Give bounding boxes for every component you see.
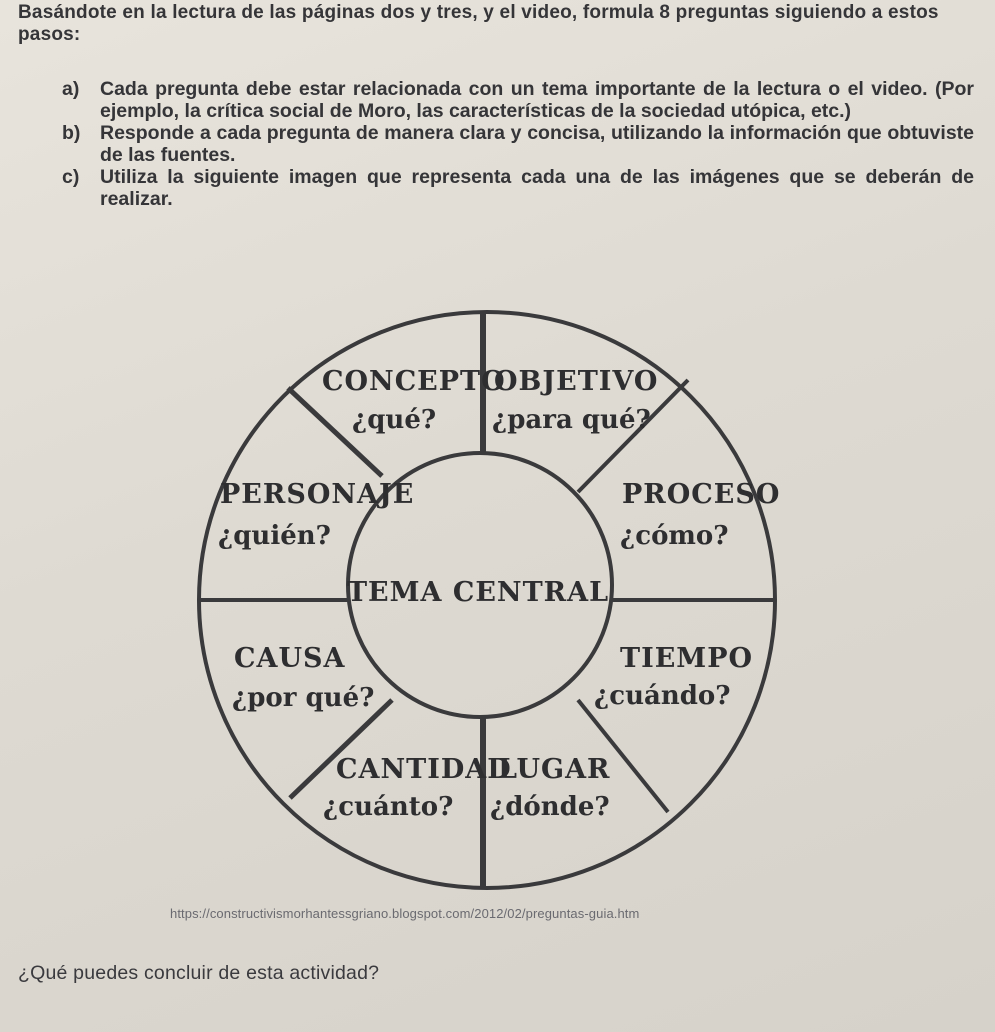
segment-label-concepto: CONCEPTO [322,366,506,397]
step-marker: a) [62,78,80,100]
segment-question-concepto: ¿qué? [352,405,437,435]
segment-label-objetivo: OBJETIVO [494,366,659,397]
closing-question: ¿Qué puedes concluir de esta actividad? [18,962,380,984]
step-marker: c) [62,166,80,188]
step-text: Utiliza la siguiente imagen que representa cada una de las imágenes que se deberán de realizar. [100,166,974,210]
segment-question-objetivo: ¿para qué? [492,405,651,435]
instructions-intro: Basándote en la lectura de las páginas dos y tres, y el video, formula 8 preguntas siguiendo a estos pasos: [18,2,939,45]
segment-question-tiempo: ¿cuándo? [594,681,731,711]
segment-question-causa: ¿por qué? [232,683,375,713]
segment-label-lugar: LUGAR [498,754,611,785]
segment-label-causa: CAUSA [234,643,346,674]
step-marker: b) [62,122,81,144]
segment-label-personaje: PERSONAJE [220,479,415,510]
segment-label-proceso: PROCESO [622,479,781,510]
segment-question-proceso: ¿cómo? [620,521,729,551]
center-label: TEMA CENTRAL [346,577,610,608]
segment-question-personaje: ¿quién? [218,521,331,551]
segment-question-cantidad: ¿cuánto? [323,792,454,822]
step-text: Cada pregunta debe estar relacionada con un tema importante de la lectura o el video. (Por ejemplo, la crítica social de Moro, las características de la sociedad utópica, etc.) [100,78,974,122]
segment-label-cantidad: CANTIDAD [336,754,512,785]
segment-question-lugar: ¿dónde? [490,792,610,822]
segment-label-tiempo: TIEMPO [620,643,754,674]
step-text: Responde a cada pregunta de manera clara y concisa, utilizando la información que obtuviste de las fuentes. [100,122,974,166]
source-credit-link: https://constructivismorhantessgriano.blogspot.com/2012/02/preguntas-guia.htm [170,906,640,921]
